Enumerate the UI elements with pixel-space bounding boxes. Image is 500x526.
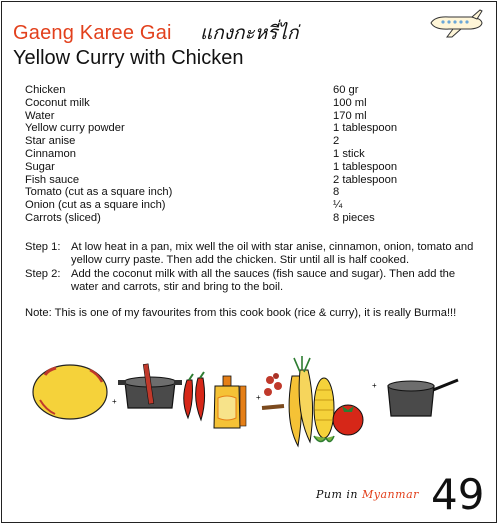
corn-icon	[314, 378, 334, 442]
spices-icon	[262, 373, 284, 408]
ingredient-name: Carrots (sliced)	[25, 211, 101, 224]
ingredient-row	[25, 199, 445, 212]
ingredient-name: Chicken	[25, 84, 66, 96]
ingredient-qty: 2 tablespoon	[333, 173, 398, 186]
ingredient-qty: 1 tablespoon	[333, 160, 398, 173]
pan-icon	[388, 380, 458, 416]
ingredient-row	[25, 110, 445, 123]
ingredient-qty: 8 pieces	[333, 211, 375, 224]
svg-text:+: +	[256, 393, 261, 402]
page-number: 49	[431, 470, 485, 519]
ingredient-name: Fish sauce	[25, 173, 80, 186]
ingredient-qty: 1 stick	[333, 147, 365, 160]
coconut-icon	[33, 365, 107, 419]
bottle-icon	[214, 376, 246, 428]
ingredient-qty: 170 ml	[333, 109, 367, 122]
ingredient-row	[25, 186, 445, 199]
carrots-icon	[289, 356, 312, 446]
ingredient-row	[25, 174, 445, 187]
ingredient-name: Tomato (cut as a square inch)	[25, 186, 173, 199]
recipe-title-thai-script: แกงกะหรี่ไก่	[200, 22, 299, 44]
ingredient-name: Star anise	[25, 135, 76, 148]
ingredient-list	[25, 84, 445, 225]
ingredient-row	[25, 161, 445, 174]
ingredient-qty: ¼	[333, 199, 343, 212]
ingredient-name: Cinnamon	[25, 147, 76, 160]
step-label: Step 1:	[25, 241, 61, 253]
pot-icon	[118, 364, 182, 408]
ingredients-illustration	[0, 350, 500, 460]
tomato-icon	[333, 405, 363, 435]
ingredient-row	[25, 97, 445, 110]
ingredient-row	[25, 84, 445, 97]
ingredient-row	[25, 135, 445, 148]
recipe-title-english: Yellow Curry with Chicken	[13, 47, 244, 69]
ingredient-name: Sugar	[25, 160, 55, 173]
ingredient-qty: 1 tablespoon	[333, 122, 398, 135]
svg-text:+: +	[112, 397, 117, 406]
step-text: At low heat in a pan, mix well the oil with star anise, cinnamon, onion, tomato and yellow curry paste. Then add the chicken. Stir until all is half cooked.	[71, 241, 474, 267]
recipe-note: Note: This is one of my favourites from this cook book (rice & curry), it is really Burma!!!	[25, 307, 457, 319]
signature-place: Myanmar	[362, 488, 419, 501]
svg-text:+: +	[372, 381, 377, 390]
ingredient-qty: 60 gr	[333, 84, 359, 96]
ingredient-qty: 8	[333, 186, 340, 199]
step-text: Add the coconut milk with all the sauces (fish sauce and sugar). Then add the water and carrots, stir and bring to the boil.	[71, 267, 456, 293]
step-item	[25, 241, 485, 268]
airplane-icon	[425, 8, 485, 38]
author-signature	[316, 488, 419, 501]
ingredient-name: Coconut milk	[25, 96, 90, 109]
ingredient-qty: 2	[333, 135, 340, 148]
ingredient-name: Yellow curry powder	[25, 122, 125, 135]
step-item	[25, 268, 485, 295]
ingredient-name: Onion (cut as a square inch)	[25, 199, 166, 212]
ingredient-qty: 100 ml	[333, 96, 367, 109]
ingredient-row	[25, 122, 445, 135]
ingredient-row	[25, 212, 445, 225]
signature-prefix: Pum in	[316, 488, 359, 501]
ingredient-name: Water	[25, 109, 55, 122]
ingredient-row	[25, 148, 445, 161]
step-label: Step 2:	[25, 267, 61, 280]
recipe-title-thai-roman: Gaeng Karee Gai	[13, 22, 172, 44]
recipe-steps	[25, 241, 485, 294]
chili-icon	[184, 372, 205, 420]
